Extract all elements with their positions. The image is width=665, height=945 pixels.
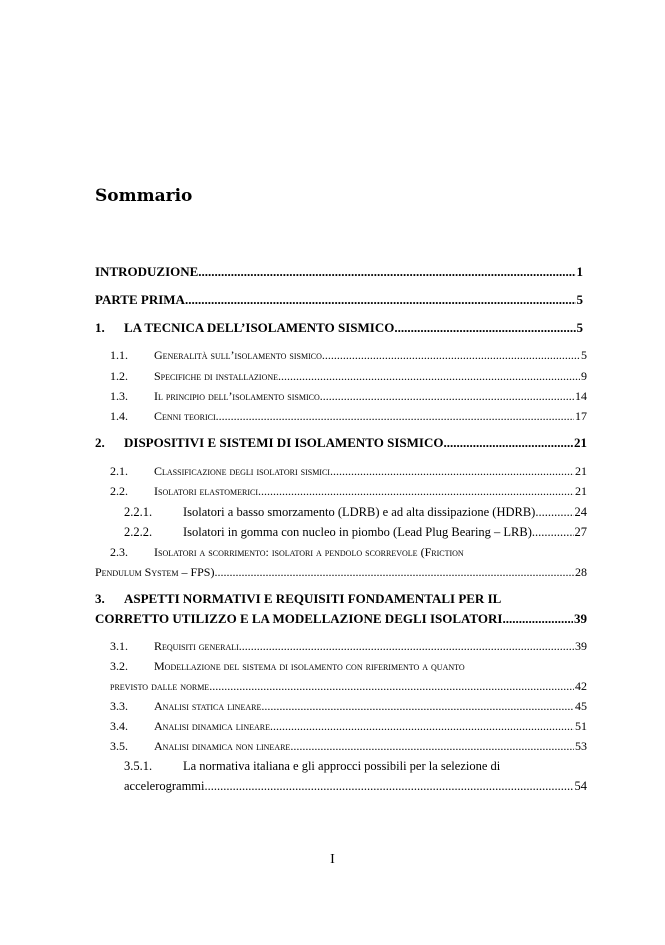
toc-number: 1.1. (110, 348, 128, 362)
toc-entry-1-1[interactable] (0, 345, 665, 365)
toc-label-line2: CORRETTO UTILIZZO E LA MODELLAZIONE DEGLI ISOLATORI (95, 611, 503, 626)
toc-number: 3.4. (110, 719, 128, 733)
leader-dots (394, 318, 575, 338)
page-title: Sommario (95, 186, 193, 206)
leader-dots (320, 386, 574, 406)
toc-page-number: 53 (575, 739, 587, 753)
leader-dots (270, 716, 574, 736)
toc-label: LA TECNICA DELL’ISOLAMENTO SISMICO (124, 320, 395, 335)
toc-page-number: 17 (575, 409, 587, 423)
toc-entry-3-1[interactable] (0, 636, 665, 656)
leader-dots (209, 676, 574, 696)
toc-entry-1-3[interactable] (0, 386, 665, 406)
toc-number: 3.2. (110, 659, 128, 673)
leader-dots (278, 366, 580, 386)
toc-page-number: 14 (575, 389, 587, 403)
toc-label-line2: accelerogrammi (124, 779, 205, 793)
toc-page-number: 1 (576, 264, 583, 279)
leader-dots (261, 696, 574, 716)
toc-entry-2-1[interactable] (0, 461, 665, 481)
toc-page-number: 39 (574, 611, 587, 626)
toc-label: Specifiche di installazione (154, 369, 279, 383)
leader-dots (239, 636, 574, 656)
toc-label: Analisi dinamica lineare (154, 719, 270, 733)
toc-page-number: 21 (575, 484, 587, 498)
toc-number: 2. (95, 435, 105, 450)
toc-number: 3.5. (110, 739, 128, 753)
toc-entry-chapter-1[interactable] (0, 318, 665, 338)
toc-entry-parte-prima[interactable] (0, 290, 665, 310)
toc-page-number: 51 (575, 719, 587, 733)
toc-page-number: 9 (581, 369, 587, 383)
toc-entry-3-3[interactable] (0, 696, 665, 716)
leader-dots (216, 406, 574, 426)
toc-label: Classificazione degli isolatori sismici (154, 464, 330, 478)
toc-entry-1-2[interactable] (0, 366, 665, 386)
toc-page-number: 39 (575, 639, 587, 653)
toc-number: 2.3. (110, 545, 128, 559)
toc-entry-chapter-3[interactable] (0, 589, 665, 629)
leader-dots (443, 433, 573, 453)
toc-label-line2: Pendulum System – FPS) (95, 565, 215, 579)
toc-entry-introduzione[interactable] (0, 262, 665, 282)
toc-label: Requisiti generali (154, 639, 239, 653)
toc-label-line2: previsto dalle norme (110, 679, 210, 693)
leader-dots (185, 290, 576, 310)
toc-label: INTRODUZIONE (95, 264, 199, 279)
toc-number: 2.1. (110, 464, 128, 478)
toc-entry-chapter-2[interactable] (0, 433, 665, 453)
toc-page-number: 21 (575, 464, 587, 478)
toc-entry-2-2[interactable] (0, 481, 665, 501)
leader-dots (214, 562, 574, 582)
toc-label: Il principio dell’isolamento sismico (154, 389, 320, 403)
leader-dots (205, 776, 574, 796)
toc-label: Isolatori elastomerici (154, 484, 259, 498)
toc-number: 1. (95, 320, 105, 335)
toc-page-number: 42 (575, 679, 587, 693)
toc-number: 2.2. (110, 484, 128, 498)
toc-label: Analisi statica lineare (154, 699, 262, 713)
page-footer-number: I (330, 852, 335, 867)
toc-page-number: 27 (574, 525, 587, 539)
toc-number: 2.2.2. (124, 525, 153, 539)
toc-entry-2-3[interactable] (0, 542, 665, 582)
toc-number: 1.2. (110, 369, 128, 383)
toc-label: DISPOSITIVI E SISTEMI DI ISOLAMENTO SISMICO (124, 435, 444, 450)
toc-label: Cenni teorici (154, 409, 216, 423)
toc-page-number: 45 (575, 699, 587, 713)
toc-label-line1: Modellazione del sistema di isolamento con riferimento a quanto (154, 659, 465, 673)
toc-page-number: 21 (574, 435, 587, 450)
toc-label: PARTE PRIMA (95, 292, 185, 307)
toc-page-number: 5 (581, 348, 587, 362)
leader-dots (290, 736, 574, 756)
toc-label-line1: La normativa italiana e gli approcci possibili per la selezione di (183, 759, 501, 773)
toc-number: 3.1. (110, 639, 128, 653)
toc-label-line1: ASPETTI NORMATIVI E REQUISITI FONDAMENTALI PER IL (124, 591, 502, 606)
leader-dots (532, 522, 574, 542)
toc-entry-2-2-2[interactable] (0, 522, 665, 542)
toc-number: 2.2.1. (124, 505, 153, 519)
toc-entry-1-4[interactable] (0, 406, 665, 426)
leader-dots (258, 481, 574, 501)
toc-number: 3. (95, 591, 105, 606)
toc-page-number: 54 (574, 779, 587, 793)
leader-dots (330, 461, 574, 481)
toc-entry-3-5-1[interactable] (0, 756, 665, 796)
toc-number: 1.4. (110, 409, 128, 423)
toc-number: 1.3. (110, 389, 128, 403)
leader-dots (535, 502, 573, 522)
toc-entry-2-2-1[interactable] (0, 502, 665, 522)
leader-dots (198, 262, 575, 282)
toc-number: 3.3. (110, 699, 128, 713)
toc-page-number: 5 (576, 292, 583, 307)
toc-page-number: 5 (576, 320, 583, 335)
toc-label: Isolatori in gomma con nucleo in piombo (Lead Plug Bearing – LRB) (183, 525, 532, 539)
toc-label: Isolatori a basso smorzamento (LDRB) e ad alta dissipazione (HDRB) (183, 505, 536, 519)
toc-entry-3-2[interactable] (0, 656, 665, 696)
toc-entry-3-4[interactable] (0, 716, 665, 736)
toc-page-number: 28 (575, 565, 587, 579)
toc-page-number: 24 (574, 505, 587, 519)
toc-label: Generalità sull’isolamento sismico (154, 348, 322, 362)
toc-entry-3-5[interactable] (0, 736, 665, 756)
toc-label: Analisi dinamica non lineare (154, 739, 291, 753)
toc-number: 3.5.1. (124, 759, 153, 773)
leader-dots (322, 345, 580, 365)
toc-label-line1: Isolatori a scorrimento: isolatori a pendolo scorrevole (Friction (154, 545, 464, 559)
leader-dots (502, 609, 573, 629)
